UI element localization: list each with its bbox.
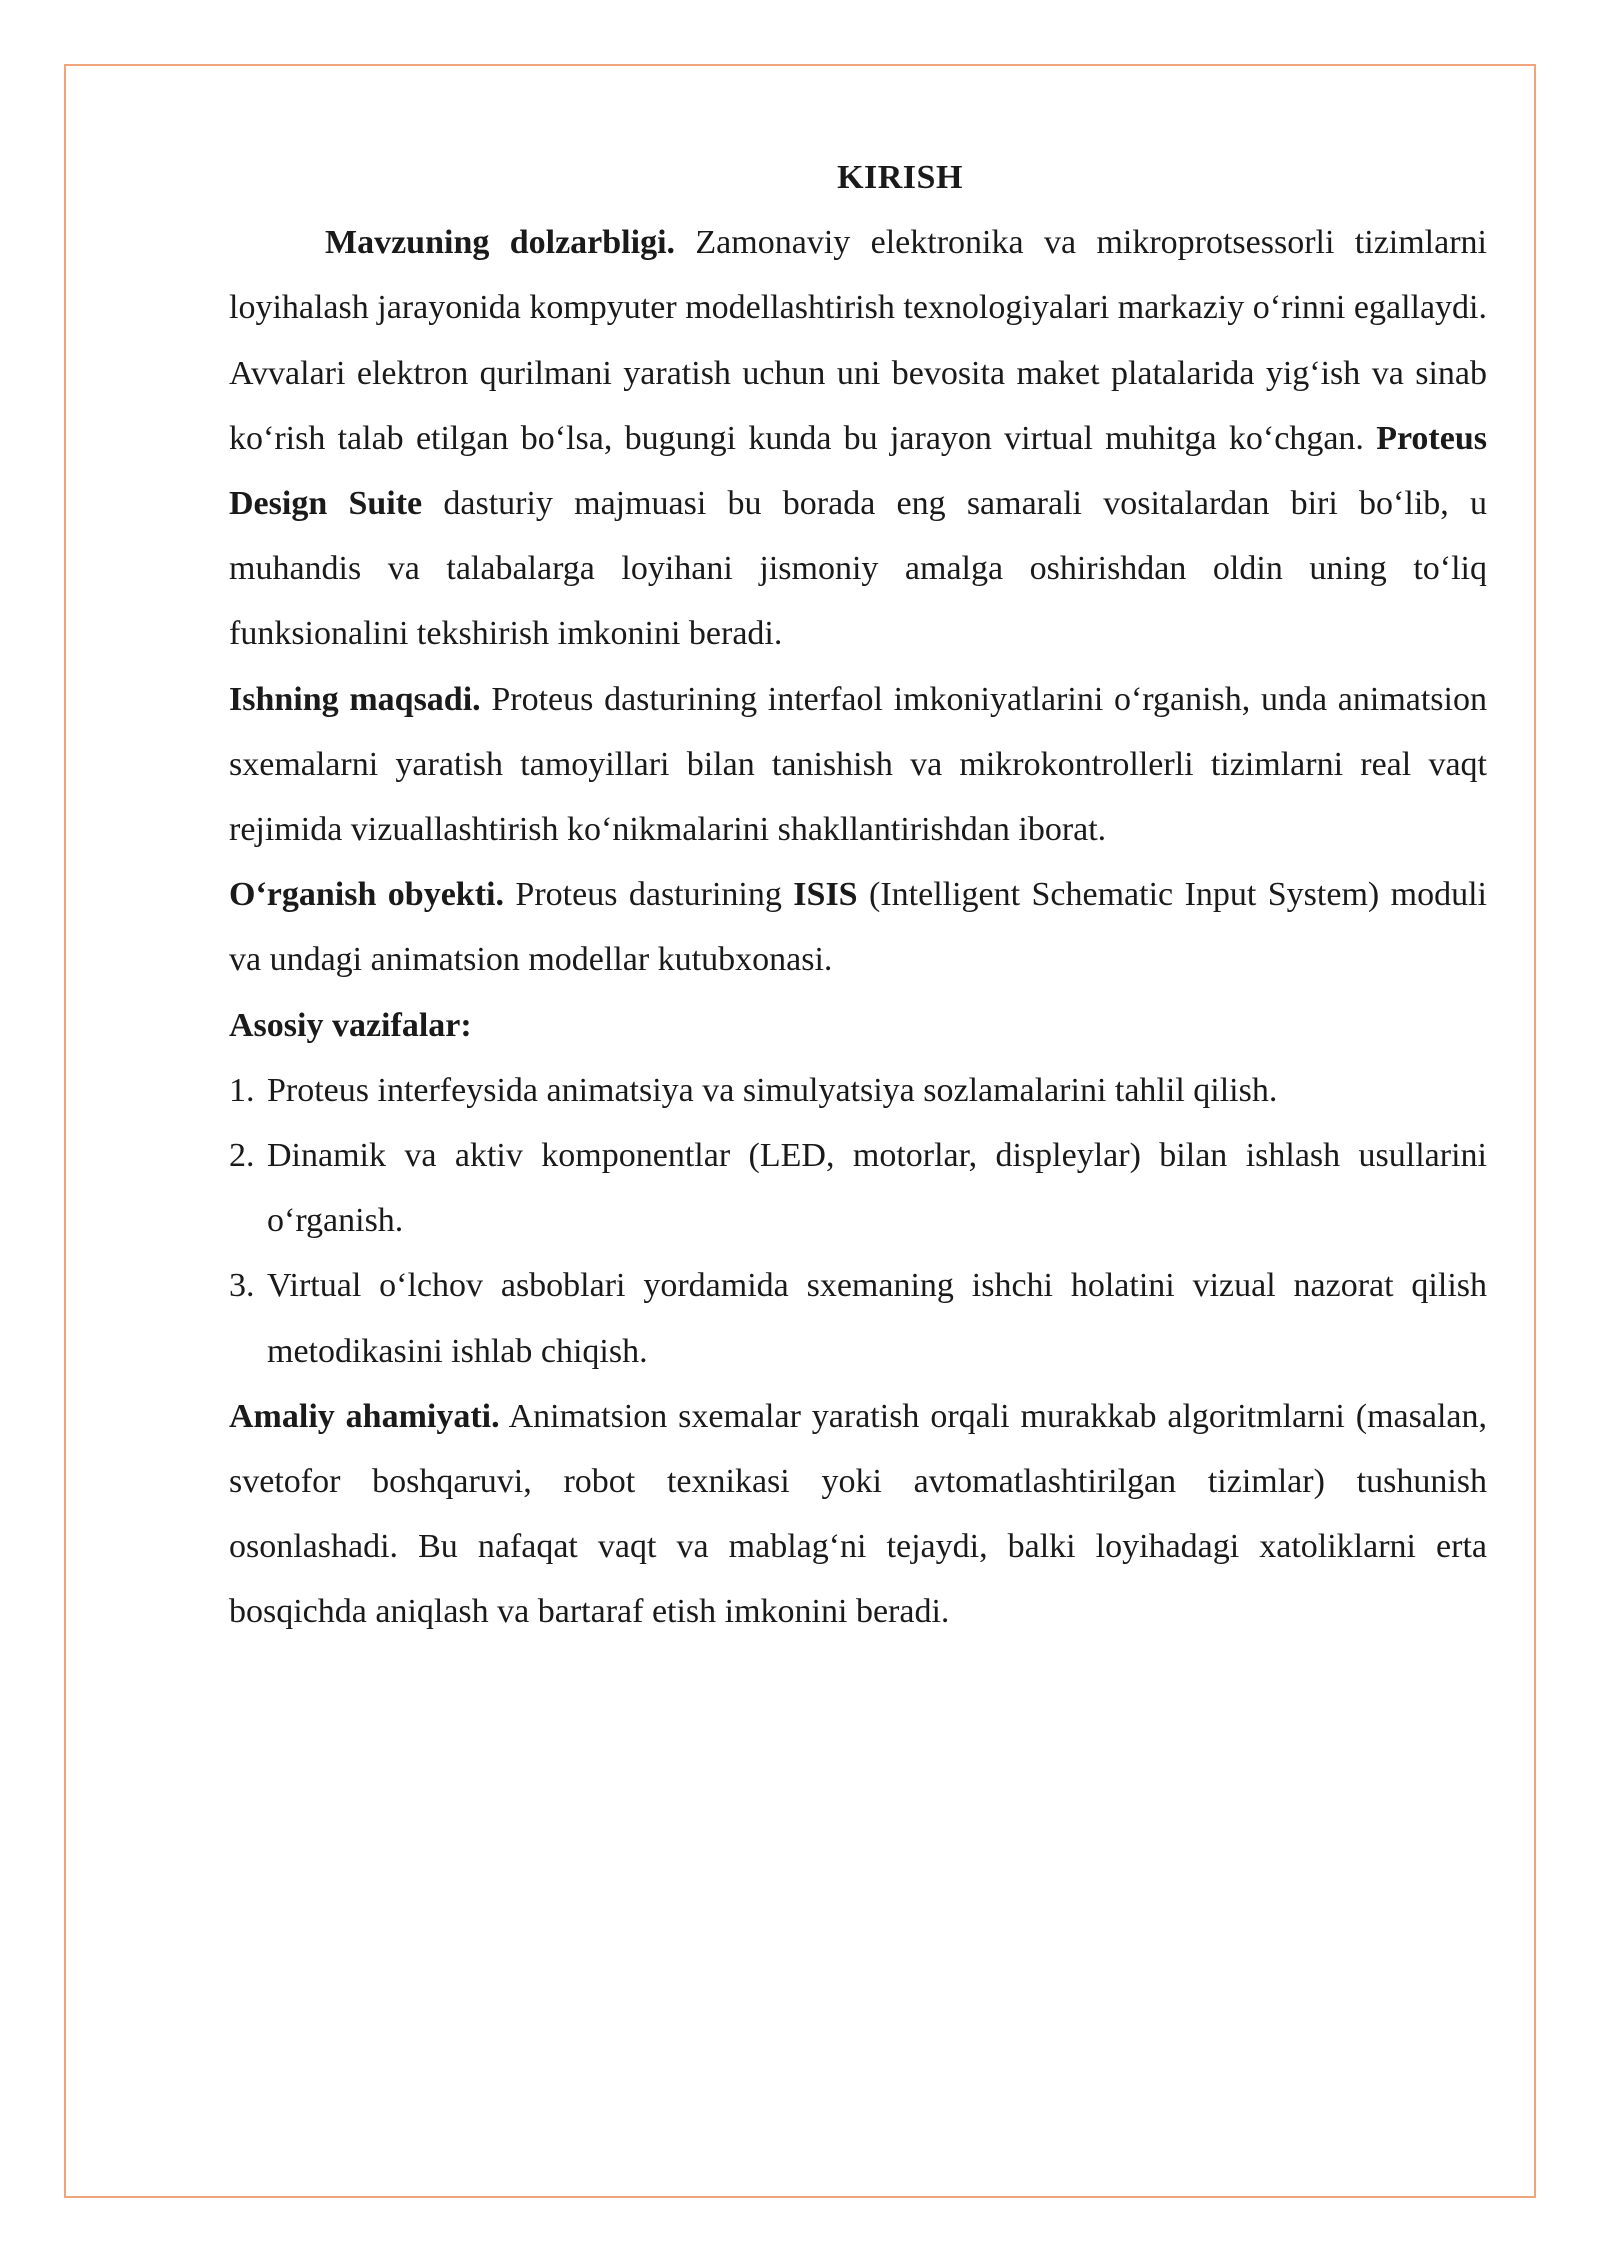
object-text-2: (Intelligent Schematic Input System) moduli va undagi animatsion modellar kutubxonasi. (229, 876, 1487, 979)
tasks-heading-label: Asosiy vazifalar: (229, 1006, 472, 1044)
list-item-text: Proteus interfeysida animatsiya va simulyatsiya sozlamalarini tahlil qilish. (267, 1071, 1278, 1109)
goal-paragraph (229, 667, 1487, 863)
goal-label: Ishning maqsadi. (229, 680, 481, 718)
object-text-1: Proteus dasturining (503, 876, 794, 914)
relevance-bold-term: Proteus Design Suite (229, 419, 1487, 523)
list-item-text: Virtual o‘lchov asboblari yordamida sxemaning ishchi holatini vizual nazorat qilish metodikasini ishlab chiqish. (267, 1267, 1487, 1370)
object-label: O‘rganish obyekti. (229, 876, 504, 914)
list-item-number: 3. (229, 1267, 255, 1305)
object-paragraph (229, 862, 1487, 992)
object-bold-term: ISIS (793, 876, 858, 914)
relevance-label: Mavzuning dolzarbligi. (325, 224, 676, 262)
list-item (229, 1253, 1487, 1383)
goal-text: Proteus dasturining interfaol imkoniyatlarini o‘rganish, unda animatsion sxemalarni yaratish tamoyillari bilan tanishish va mikrokontrollerli tizimlarni real vaqt rejimida vizuallashtirish ko‘nikmalarini shakllantirishdan iborat. (229, 680, 1487, 849)
list-item-number: 1. (229, 1071, 255, 1109)
page-title: KIRISH (837, 159, 963, 196)
practical-text: Animatsion sxemalar yaratish orqali murakkab algoritmlarni (masalan, svetofor boshqaruvi, robot texnikasi yoki avtomatlashtirilgan tizimlar) tushunish osonlashadi. Bu nafaqat vaqt va mablag‘ni tejaydi, balki loyihadagi xatoliklarni erta bosqichda aniqlash va bartaraf etish imkonini beradi. (229, 1397, 1487, 1631)
document-body (229, 145, 1487, 1645)
relevance-text-2: dasturiy majmuasi bu borada eng samarali vositalardan biri bo‘lib, u muhandis va talabalarga loyihani jismoniy amalga oshirishdan oldin uning to‘liq funksionalini tekshirish imkonini beradi. (229, 485, 1487, 653)
list-item-text: Dinamik va aktiv komponentlar (LED, motorlar, displeylar) bilan ishlash usullarini o‘rganish. (267, 1137, 1487, 1240)
list-item (229, 1123, 1487, 1253)
list-item-number: 2. (229, 1137, 255, 1175)
relevance-paragraph (229, 210, 1487, 666)
practical-label: Amaliy ahamiyati. (229, 1397, 500, 1435)
list-item (229, 1058, 1487, 1123)
tasks-list (229, 1058, 1487, 1384)
practical-paragraph (229, 1384, 1487, 1645)
tasks-heading (229, 993, 1487, 1058)
relevance-text-1: Zamonaviy elektronika va mikroprotsessorli tizimlarni loyihalash jarayonida kompyuter modellashtirish texnologiyalari markaziy o‘rinni egallaydi. Avvalari elektron qurilmani yaratish uchun uni bevosita maket platalarida yig‘ish va sinab ko‘rish talab etilgan bo‘lsa, bugungi kunda bu jarayon virtual muhitga ko‘chgan. (229, 224, 1487, 457)
